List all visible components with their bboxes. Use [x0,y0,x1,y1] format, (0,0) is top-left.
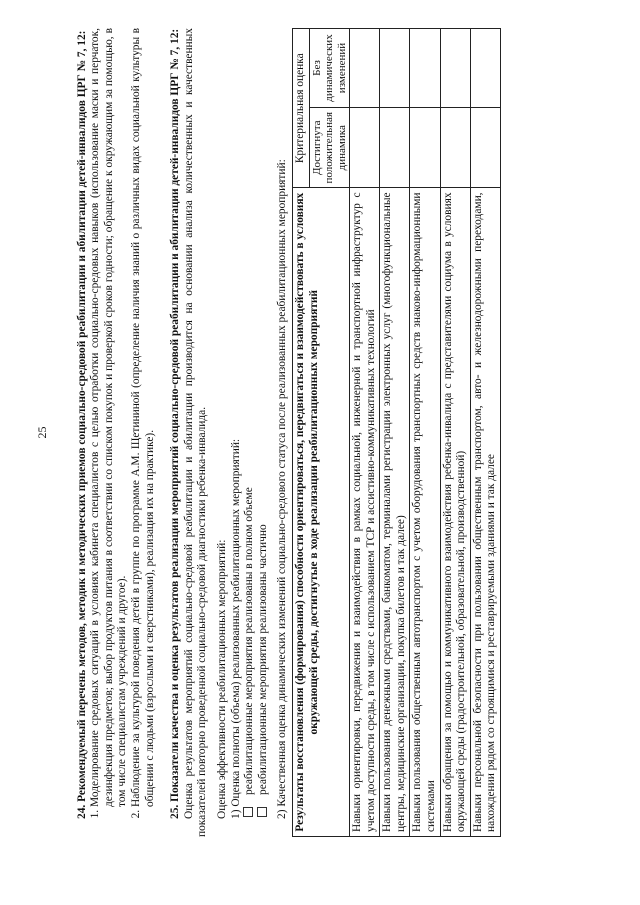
table-cell-skill: Навыки персональной безопасности при пользовании общественным транспортом, авто- и железнодорожными переходами, нахождении рядом со строящимися и реставрируемыми зданиями и так далее [470,188,500,837]
checkbox-icon[interactable] [243,807,253,817]
table-header-positive: Достигнута положительная динамика [309,108,350,188]
section-25-heading: 25. Показатели качества и оценка результатов реализации мероприятий социально-средовой реабилитации и абилитации детей-инвалидов ЦРГ № 7, 12: [169,28,182,819]
table-cell-positive[interactable] [440,108,470,188]
option-label: реабилитационные мероприятия реализованы частично [256,524,269,795]
option-row [257,28,271,837]
table-header-no-change: Без динамических изменений [309,29,350,108]
checkbox-icon[interactable] [257,807,267,817]
table-cell-no-change[interactable] [410,29,440,108]
assessment-table [292,28,501,837]
page-number: 25 [35,426,49,439]
table-row [470,29,500,837]
table-cell-positive[interactable] [380,108,410,188]
efficiency-title: Оценка эффективности реабилитационных мероприятий: [215,539,228,819]
table-row [350,29,380,837]
list-item: 1. Моделирование средовых ситуаций в условиях кабинета специалистов с целью отработки социально-средовых навыков (использование маски и перчаток, дезинфекция предметов; выбор продуктов питания в соответствии со списком покупок и проверкой сроков годности; обращение к окружающим за помощью, в том числе специалистам учреждений и другое). [89,28,130,807]
table-cell-no-change[interactable] [470,29,500,108]
item-2-text: 2) Качественная оценка динамических изменений социально-средового статуса после реализованных реабилитационных мероприятий: [276,159,289,819]
table-header-row [292,29,309,837]
table-cell-no-change[interactable] [440,29,470,108]
table-header-criteria: Критериальная оценка [292,29,309,188]
table-row [410,29,440,837]
table-cell-no-change[interactable] [350,29,380,108]
table-cell-positive[interactable] [470,108,500,188]
table-row [380,29,410,837]
section-25-intro: Оценка результатов мероприятий социально-средовой реабилитации и абилитации производится на основании анализа количественных и качественных показателей повторно проведенной социально-средовой диагностики ребенка-инвалида. [182,28,209,837]
table-cell-positive[interactable] [410,108,440,188]
table-cell-skill: Навыки пользования денежными средствами, банкоматом, терминалами регистрации электронных услуг (многофункциональные центры, медицинские организации, покупка билетов и так далее) [380,188,410,837]
table-cell-positive[interactable] [350,108,380,188]
item-1-text: 1) Оценка полноты (объема) реализованных реабилитационных мероприятий: [229,438,242,819]
section-24-list [89,28,157,837]
table-cell-no-change[interactable] [380,29,410,108]
table-cell-skill: Навыки ориентировки, передвижения и взаимодействия в рамках социальной, инженерной и транспортной инфраструктур с учетом доступности среды, в том числе с использованием ТСР и ассистивно-коммуникативных технологий [350,188,380,837]
option-row [243,28,257,837]
table-cell-skill: Навыки обращения за помощью и коммуникативного взаимодействия ребенка-инвалида с представителями социума в условиях окружающей среды (градостроительной, образовательной, производственной) [440,188,470,837]
table-cell-skill: Навыки пользования общественным автотранспортом с учетом оборудования транспортных средств знаково-информационными системами [410,188,440,837]
table-row [440,29,470,837]
table-header-results: Результаты восстановления (формирования) способности ориентироваться, передвигаться и взаимодействовать в условиях окружающей среды, достигнутые в ходе реализации реабилитационных мероприятий [292,188,349,837]
list-item: 2. Наблюдение за культурой поведения детей в группе по программе А.М. Щетининой (определение наличия знаний о различных видах социальной культуры в общении с людьми (взрослыми и сверстниками), реализация их на практике). [130,28,157,807]
option-label: реабилитационные мероприятия реализованы в полном объеме [243,487,256,795]
section-24-heading: 24. Рекомендуемый перечень методов, методик и методических приемов социально-средовой реабилитации и абилитации детей-инвалидов ЦРГ № 7, 12: [75,30,88,819]
